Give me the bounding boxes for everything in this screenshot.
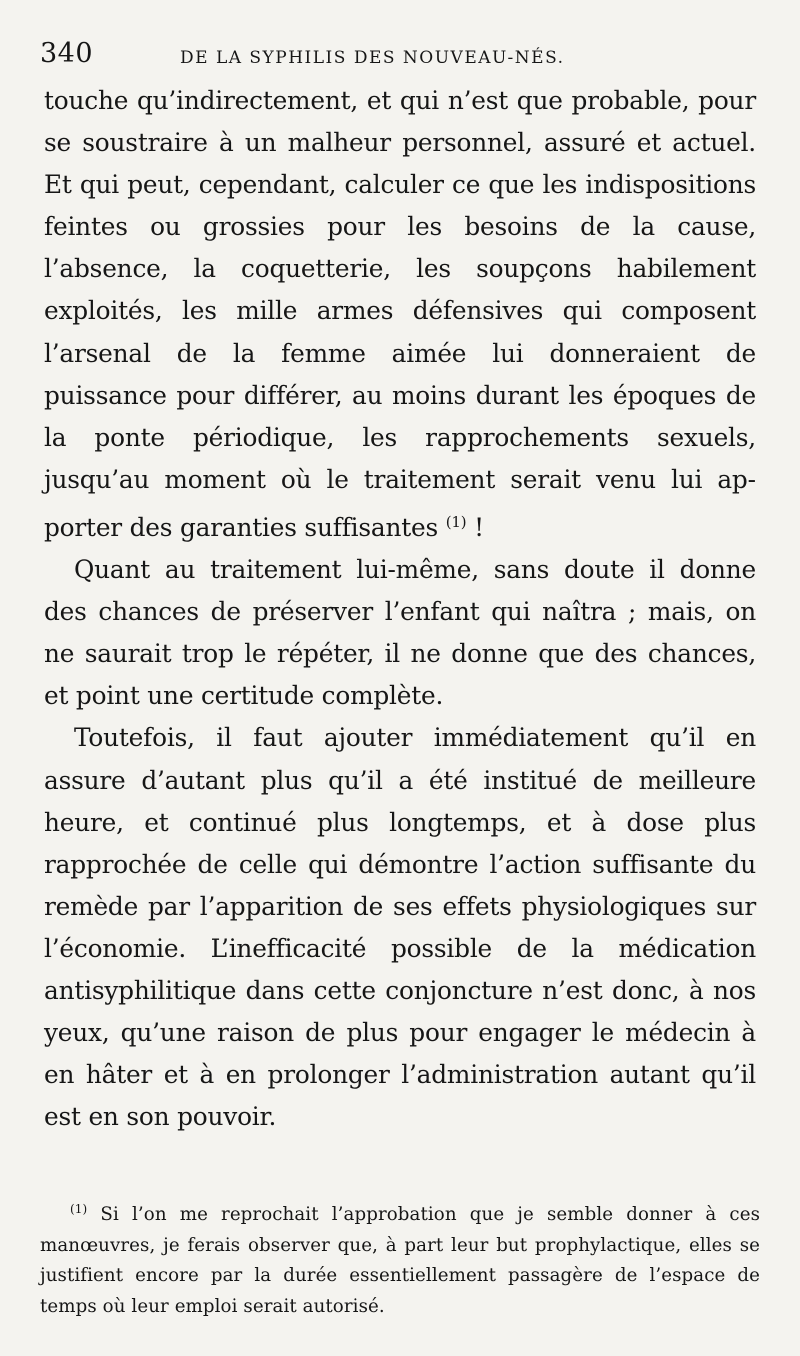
footnote-mark: (1) <box>70 1202 88 1216</box>
paragraph-3: Toutefois, il faut ajouter immédiatement qu’il en assure d’autant plus qu’il a été institué de meilleure heure, et continué plus longtemps, et à dose plus rapprochée de celle qui démontre l’action suffisante du remède par l’apparition de ses effets physiologiques sur l’économie. L’inefficacité possible de la médication antisyphilitique dans cette conjoncture n’est donc, à nos yeux, qu’une raison de plus pour engager le médecin à en hâter et à en prolonger l’administration autant qu’il est en son pouvoir. <box>44 723 756 1132</box>
paragraph-1 <box>44 80 756 549</box>
page-number: 340 <box>40 38 94 69</box>
paragraph-2: Quant au traitement lui-même, sans doute il donne des chances de préserver l’enfant qui naîtra ; mais, on ne saurait trop le répéter, il ne donne que des chances, et point une certitude complète. <box>44 555 756 711</box>
footnotes <box>40 1194 760 1322</box>
footnote-text: Si l’on me reprochait l’approbation que je semble donner à ces manœuvres, je ferais observer que, à part leur but prophylactique, elles se justifient encore par la durée essentiellement passagère de l’espace de temps où leur emploi serait autorisé. <box>40 1204 760 1317</box>
footnote-reference: (1) <box>445 512 467 531</box>
page-header <box>40 34 760 74</box>
main-text <box>44 80 756 1138</box>
running-title: DE LA SYPHILIS DES NOUVEAU-NÉS. <box>180 48 565 68</box>
paragraph-1-text: touche qu’indirectement, et qui n’est que probable, pour se soustraire à un malheur personnel, assuré et actuel. Et qui peut, cependant, calculer ce que les indispositions feintes ou grossies pour les besoins de la cause, l’absence, la coquetterie, les soupçons habilement exploités, les mille armes défensives qui composent l’arsenal de la femme aimée lui donneraient de puissance pour différer, au moins durant les époques de la ponte périodique, les rapprochements sexuels, jusqu’au moment où le traitement serait venu lui apporter des garanties suffisantes <box>44 86 756 542</box>
footnote-1 <box>40 1194 760 1322</box>
paragraph-1-end: ! <box>466 512 484 542</box>
